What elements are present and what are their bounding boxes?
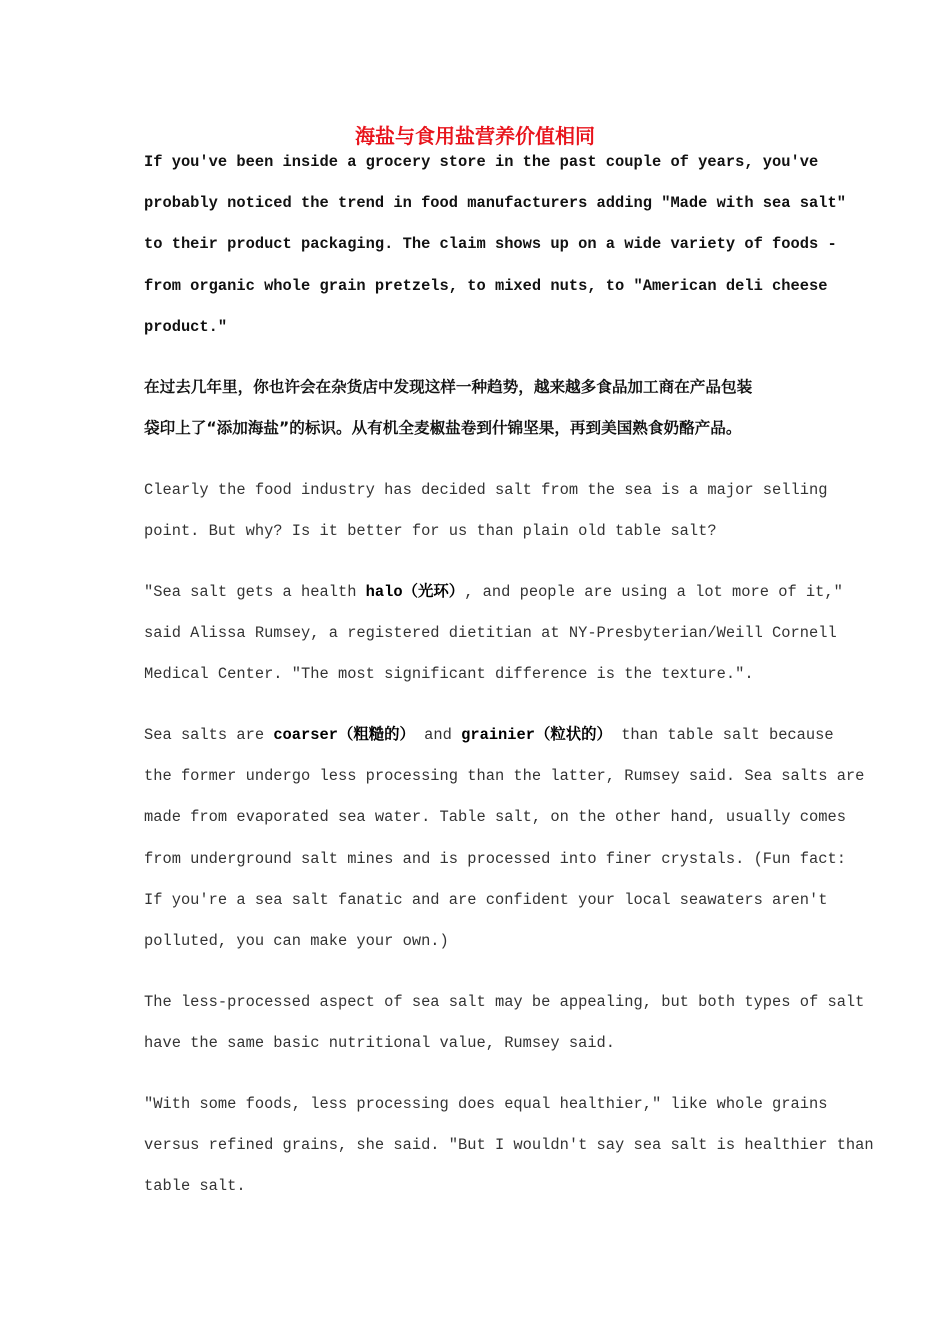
text-line: If you've been inside a grocery store in the past couple of years, you've	[144, 153, 819, 171]
paragraph-texture	[144, 715, 865, 962]
text-line: from underground salt mines and is processed into finer crystals. (Fun fact:	[144, 849, 846, 868]
text-line: from organic whole grain pretzels, to mixed nuts, to "American deli cheese	[144, 276, 828, 295]
text-line: have the same basic nutritional value, Rumsey said.	[144, 1034, 616, 1053]
text-line: If you're a sea salt fanatic and are confident your local seawaters aren't	[144, 890, 828, 909]
text-line: the former undergo less processing than the latter, Rumsey said. Sea salts are	[144, 767, 865, 786]
text-line: table salt.	[144, 1177, 246, 1196]
text-line	[144, 572, 843, 613]
paragraph-intro-english	[144, 142, 846, 348]
text-line: to their product packaging. The claim shows up on a wide variety of foods -	[144, 235, 837, 254]
text-line: Medical Center. "The most significant difference is the texture.".	[144, 665, 754, 684]
text-line: polluted, you can make your own.)	[144, 932, 449, 951]
text-line: Clearly the food industry has decided salt from the sea is a major selling	[144, 481, 828, 499]
paragraph-intro-chinese	[144, 367, 824, 449]
text-span: "Sea salt gets a health	[144, 583, 366, 601]
text-span: Sea salts are	[144, 726, 274, 744]
paragraph-health-halo	[144, 572, 843, 696]
text-line: versus refined grains, she said. "But I wouldn't say sea salt is healthier than	[144, 1136, 874, 1155]
text-line: said Alissa Rumsey, a registered dietitian at NY-Presbyterian/Weill Cornell	[144, 624, 837, 643]
paragraph-processing	[144, 1084, 874, 1208]
keyword-coarser: coarser（粗糙的）	[273, 726, 415, 744]
text-line: 在过去几年里，你也许会在杂货店中发现这样一种趋势，越来越多食品加工商在产品包装	[144, 378, 753, 396]
keyword-halo: halo（光环）	[365, 583, 465, 601]
text-line: 袋印上了“添加海盐”的标识。从有机全麦椒盐卷到什锦坚果，再到美国熟食奶酪产品。	[144, 419, 742, 437]
document-title: 海盐与食用盐营养价值相同	[355, 124, 595, 148]
keyword-grainier: grainier（粒状的）	[461, 726, 612, 744]
text-line	[144, 715, 834, 756]
text-line: The less-processed aspect of sea salt may be appealing, but both types of salt	[144, 993, 865, 1011]
text-line: product."	[144, 317, 228, 336]
text-line: probably noticed the trend in food manufacturers adding "Made with sea salt"	[144, 194, 846, 213]
text-line: made from evaporated sea water. Table salt, on the other hand, usually comes	[144, 808, 846, 827]
text-line: point. But why? Is it better for us than plain old table salt?	[144, 522, 717, 541]
paragraph-nutritional-value	[144, 982, 865, 1064]
text-line: "With some foods, less processing does equal healthier," like whole grains	[144, 1095, 828, 1113]
text-span: than table salt because	[611, 726, 834, 744]
paragraph-selling-point	[144, 470, 828, 552]
text-span: , and people are using a lot more of it,"	[464, 583, 843, 601]
text-span: and	[414, 726, 462, 744]
